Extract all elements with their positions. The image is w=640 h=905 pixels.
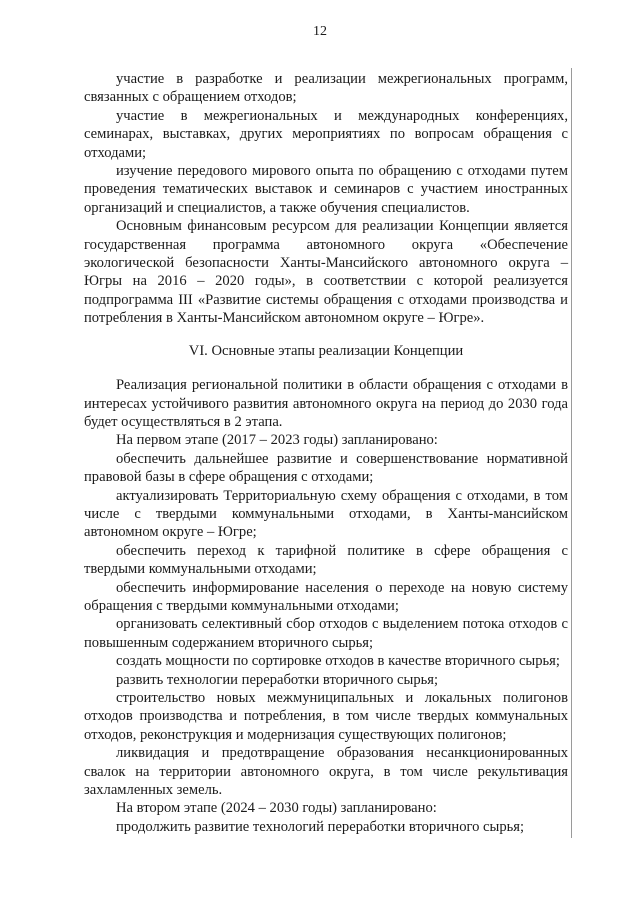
list-item: обеспечить дальнейшее развитие и совершенствование нормативной правовой базы в сфере обращения с отходами; xyxy=(84,450,568,486)
list-item: строительство новых межмуниципальных и локальных полигонов отходов производства и потребления, в том числе твердых коммунальных отходов, реконструкция и модернизация существующих полигонов; xyxy=(84,690,568,743)
paragraph: На первом этапе (2017 – 2023 годы) запланировано: xyxy=(116,432,438,449)
page-number: 12 xyxy=(313,24,327,39)
list-item: обеспечить переход к тарифной политике в сфере обращения с твердыми коммунальными отходами; xyxy=(84,542,568,578)
page-edge-line xyxy=(571,68,572,838)
list-item: развить технологии переработки вторичного сырья; xyxy=(116,671,439,688)
list-item: обеспечить информирование населения о переходе на новую систему обращения с твердыми коммунальными отходами; xyxy=(84,579,568,614)
paragraph: Реализация региональной политики в области обращения с отходами в интересах устойчивого развития автономного округа на период до 2030 года будет осуществляться в 2 этапа. xyxy=(84,377,568,430)
paragraph: участие в разработке и реализации межрегиональных программ, связанных с обращением отходов; xyxy=(84,71,568,106)
paragraph: Основным финансовым ресурсом для реализации Концепции является государственная программа автономного округа «Обеспечение экологической безопасности Ханты-Мансийского автономного округа – Югры на 2016 – 2020 годы», в соответствии с которой реализуется подпрограмма III «Развитие системы обращения с отходами производства и потребления в Ханты-Мансийском автономном округе – Югре». xyxy=(84,218,568,327)
list-item: организовать селективный сбор отходов с выделением потока отходов с повышенным содержанием вторичного сырья; xyxy=(84,616,568,651)
list-item: ликвидация и предотвращение образования несанкционированных свалок на территории автономного округа, в том числе рекультивация захламленных земель. xyxy=(84,745,568,799)
paragraph: участие в межрегиональных и международных конференциях, семинарах, выставках, других мероприятиях по вопросам обращения с отходами; xyxy=(84,107,568,161)
document-body xyxy=(84,70,568,836)
paragraph: изучение передового мирового опыта по обращению с отходами путем проведения тематических выставок и семинаров с участием иностранных организаций и специалистов, а также обучения специалистов. xyxy=(84,163,568,216)
list-item: создать мощности по сортировке отходов в качестве вторичного сырья; xyxy=(116,653,560,670)
list-item: актуализировать Территориальную схему обращения с отходами, в том числе с твердыми коммунальными отходами, в Ханты-мансийском автономном округе – Югре; xyxy=(84,487,568,541)
section-heading: VI. Основные этапы реализации Концепции xyxy=(188,342,464,359)
paragraph: На втором этапе (2024 – 2030 годы) запланировано: xyxy=(116,800,437,817)
list-item: продолжить развитие технологий переработки вторичного сырья; xyxy=(116,818,525,835)
